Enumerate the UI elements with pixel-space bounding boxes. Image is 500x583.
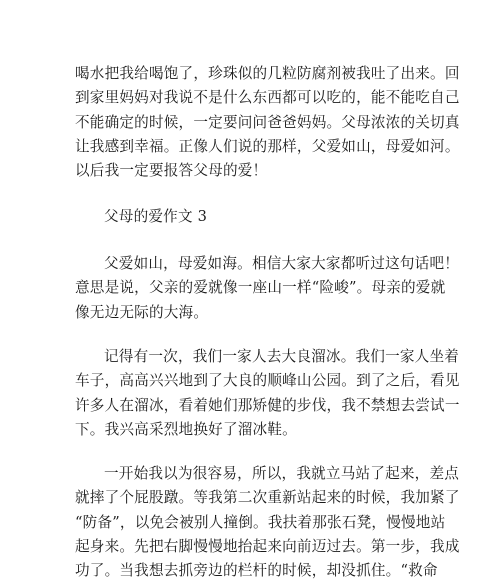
text-line: 许多人在溜冰，看着她们那矫健的步伐，我不禁想去尝试一 (75, 396, 460, 414)
text-line: 起身来。先把右脚慢慢地抬起来向前迈过去。第一步，我成 (75, 537, 460, 555)
text-line: 车子，高高兴兴地到了大良的顺峰山公园。到了之后，看见 (75, 372, 460, 390)
text-line: 父爱如山，母爱如海。相信大家大家都听过这句话吧！ (104, 255, 460, 272)
paragraph-4 (75, 462, 460, 583)
section-heading (75, 205, 430, 229)
heading-text: 父母的爱作文 3 (104, 208, 208, 225)
text-line: 以后我一定要报答父母的爱！ (75, 162, 268, 180)
text-line: 一开始我以为很容易，所以，我就立马站了起来，差点 (104, 465, 460, 482)
text-line: 下。我兴高采烈地换好了溜冰鞋。 (75, 420, 297, 438)
text-line: “防备”，以免会被别人撞倒。我扶着那张石凳，慢慢地站 (75, 513, 446, 531)
text-line: 就摔了个屁股蹾。等我第二次重新站起来的时候，我加紧了 (75, 489, 460, 507)
text-line: 让我感到幸福。正像人们说的那样，父爱如山，母爱如河。 (75, 137, 460, 155)
text-line: 像无边无际的大海。 (75, 303, 209, 321)
text-line: 记得有一次，我们一家人去大良溜冰。我们一家人坐着 (104, 348, 460, 365)
paragraph-2 (75, 252, 460, 325)
text-line: 到家里妈妈对我说不是什么东西都可以吃的，能不能吃自己 (75, 89, 460, 107)
text-line: 功了。当我想去抓旁边的栏杆的时候，却没抓住。“救命 (75, 562, 438, 580)
paragraph-1 (75, 62, 460, 183)
text-line: 意思是说，父亲的爱就像一座山一样“险峻”。母亲的爱就 (75, 279, 446, 297)
paragraph-3 (75, 345, 460, 442)
text-line: 喝水把我给喝饱了，珍珠似的几粒防腐剂被我吐了出来。回 (75, 65, 460, 82)
text-line: 不能确定的时候，一定要问问爸爸妈妈。父母浓浓的关切真 (75, 113, 460, 131)
